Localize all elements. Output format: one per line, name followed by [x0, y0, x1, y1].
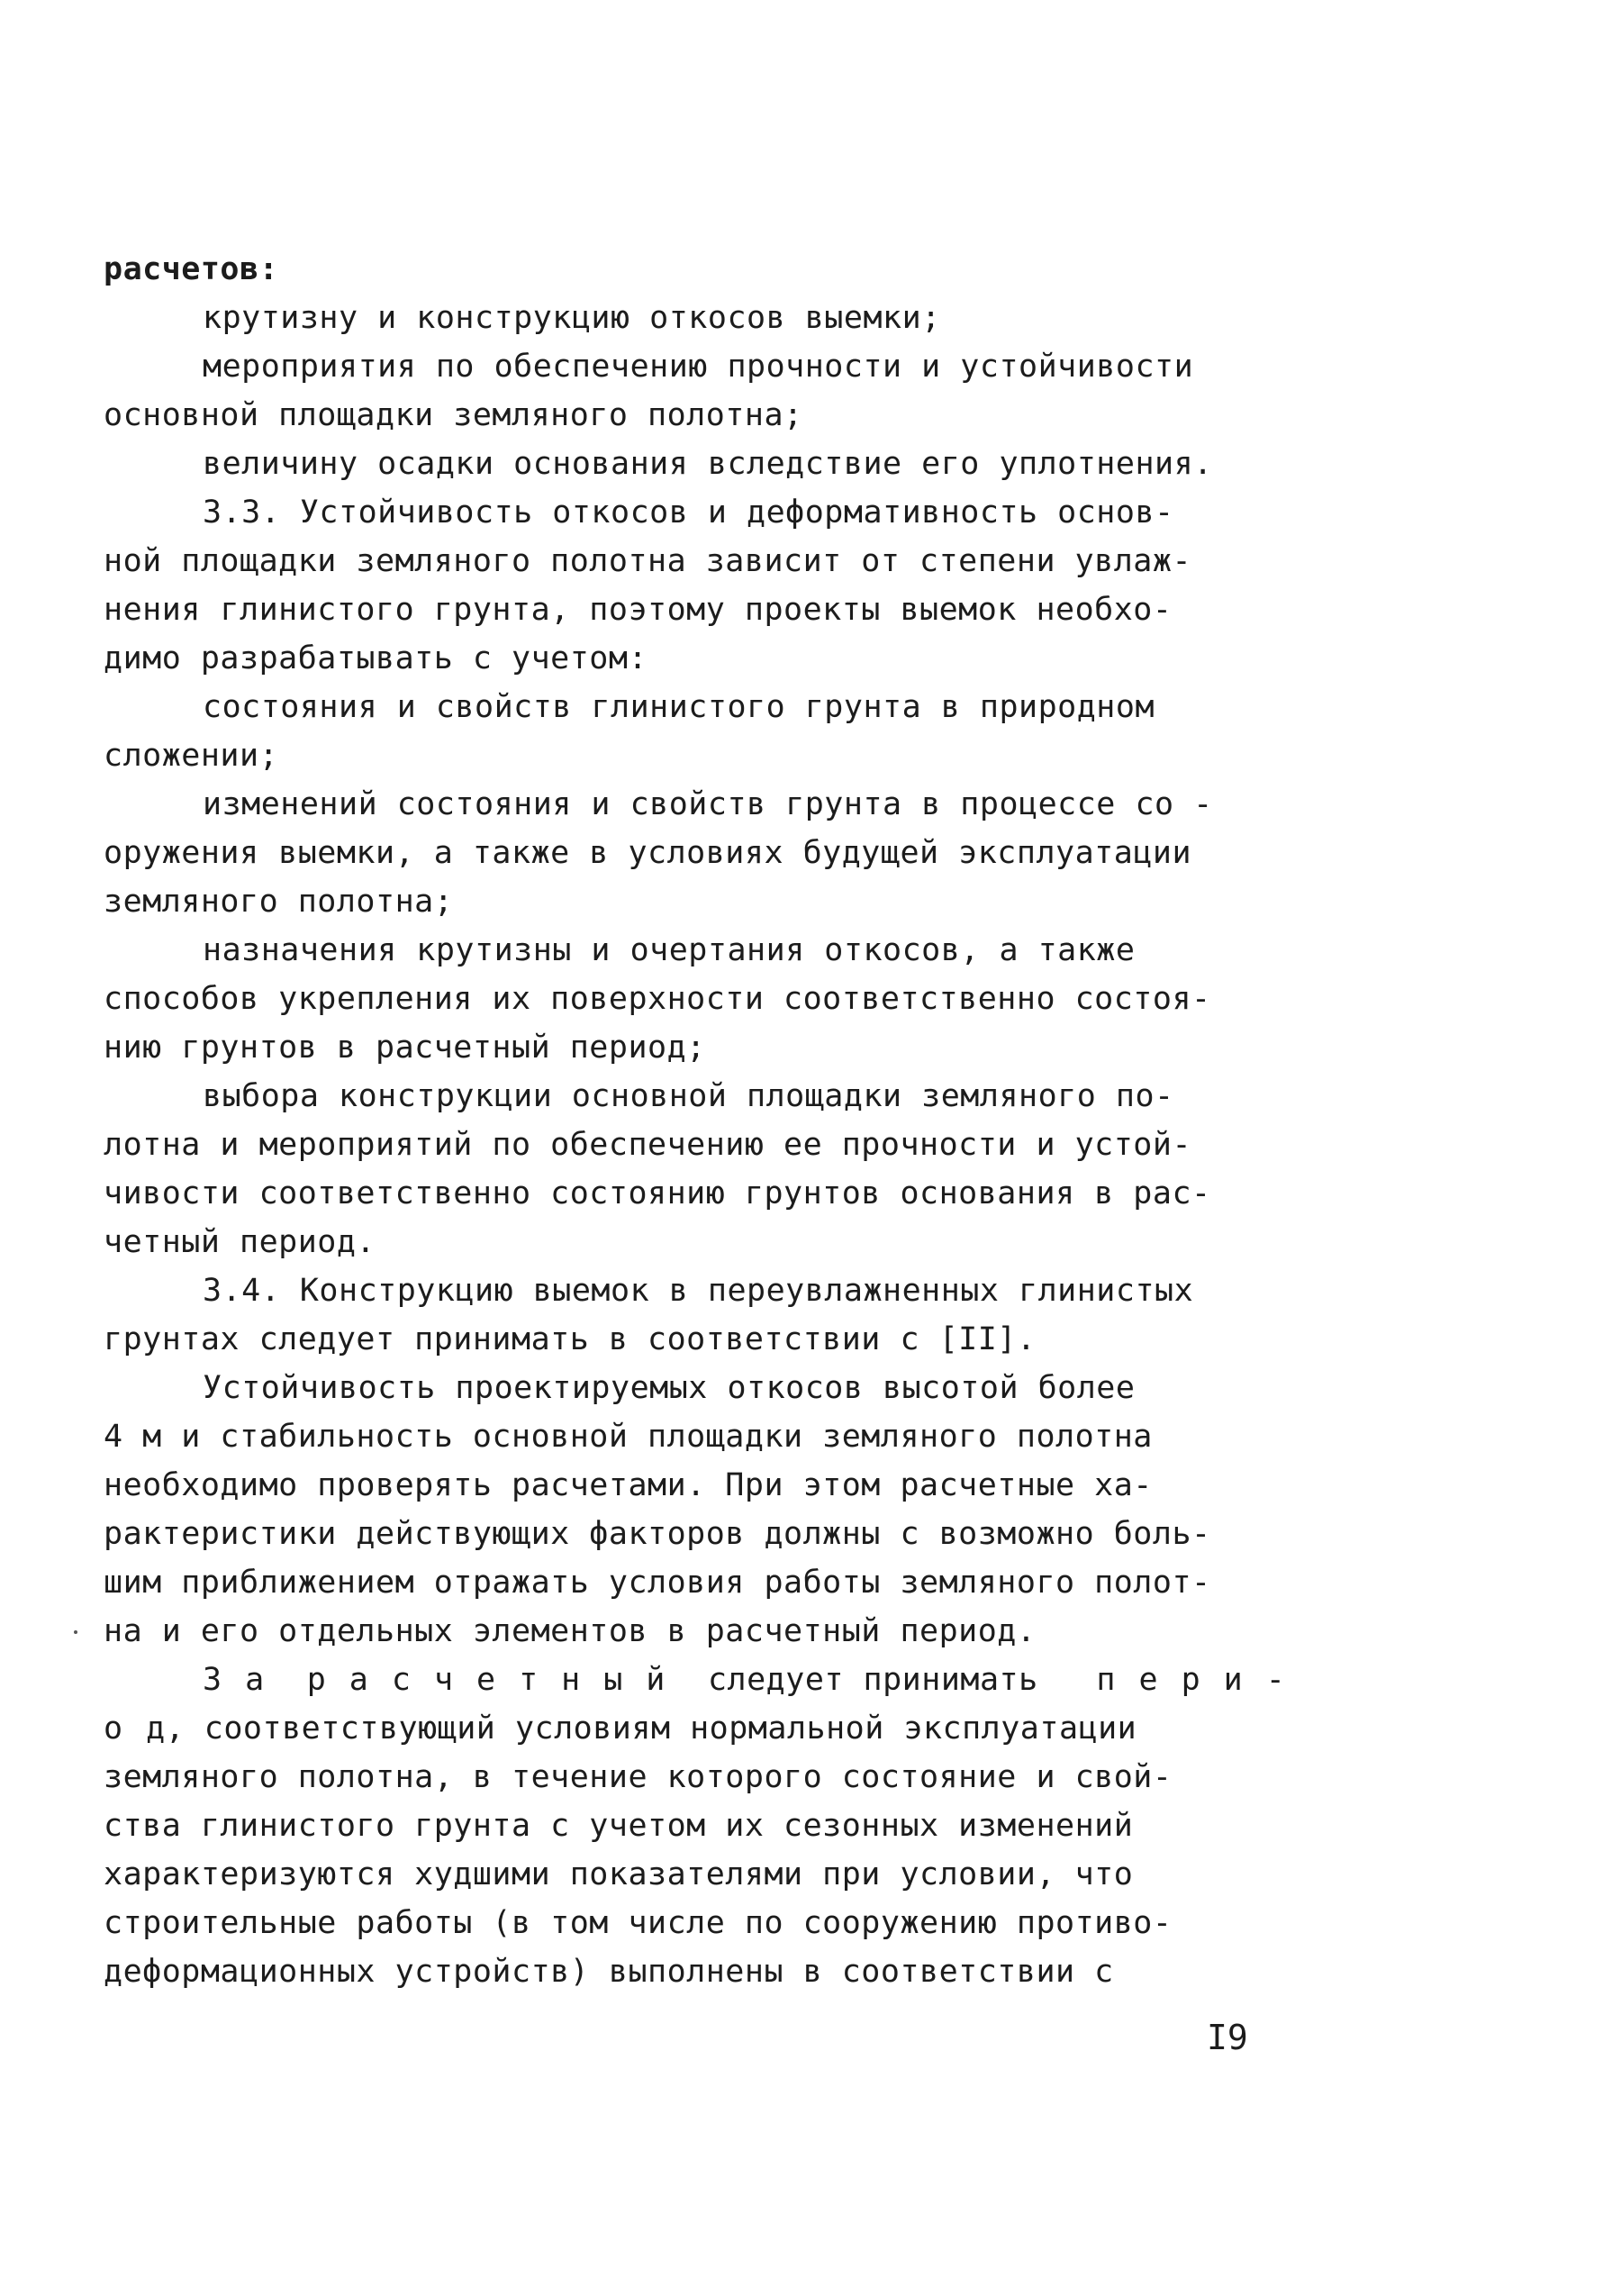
body-text	[104, 245, 1309, 1996]
text-line: изменений состояния и свойств грунта в процессе со -	[203, 786, 1213, 822]
spaced-word-o: о	[104, 1711, 147, 1747]
page-number: I9	[1207, 2018, 1248, 2057]
text-line: сложении;	[104, 738, 279, 774]
text-line: расчетов:	[104, 251, 279, 287]
text-line: нию грунтов в расчетный период;	[104, 1030, 706, 1066]
text-line: необходимо проверять расчетами. При этом расчетные ха-	[104, 1467, 1153, 1503]
text-line: выбора конструкции основной площадки земляного по-	[203, 1078, 1174, 1114]
text-line-spaced	[104, 1656, 1309, 1704]
text-line: рактеристики действующих факторов должны с возможно боль-	[104, 1516, 1211, 1552]
text-line: димо разрабатывать с учетом:	[104, 640, 648, 676]
text-line: способов укрепления их поверхности соответственно состоя-	[104, 981, 1211, 1017]
text-line: 3.3. Устойчивость откосов и деформативность основ-	[203, 495, 1174, 531]
text-line: земляного полотна, в течение которого состояние и свой-	[104, 1759, 1173, 1795]
text-line-spaced	[104, 1704, 1265, 1753]
spaced-word-za: За	[203, 1662, 288, 1698]
text-line: назначения крутизны и очертания откосов, а также	[203, 932, 1136, 968]
text-line: состояния и свойств глинистого грунта в природном	[203, 689, 1155, 725]
text-line: на и его отдельных элементов в расчетный период.	[104, 1613, 1037, 1649]
text-line: лотна и мероприятий по обеспечению ее прочности и устой-	[104, 1127, 1192, 1163]
text-line: нения глинистого грунта, поэтому проекты выемок необхо-	[104, 592, 1173, 628]
text-segment: д, соответствующий условиям нормальной эксплуатации	[146, 1711, 1137, 1747]
text-line: Устойчивость проектируемых откосов высотой более	[203, 1370, 1136, 1406]
text-line: величину осадки основания вследствие его уплотнения.	[203, 446, 1213, 482]
text-line: четный период.	[104, 1224, 376, 1260]
text-line: основной площадки земляного полотна;	[104, 397, 803, 433]
scan-speck	[74, 1630, 77, 1634]
text-segment: следует принимать	[707, 1662, 1038, 1698]
text-line: 3.4. Конструкцию выемок в переувлажненных глинистых	[203, 1273, 1194, 1309]
text-line: характеризуются худшими показателями при условии, что	[104, 1856, 1134, 1892]
text-line: 4 м и стабильность основной площадки земляного полотна	[104, 1419, 1153, 1455]
text-line: мероприятия по обеспечению прочности и устойчивости	[203, 349, 1194, 385]
text-line: чивости соответственно состоянию грунтов основания в рас-	[104, 1175, 1211, 1212]
text-line: земляного полотна;	[104, 884, 454, 920]
text-line: оружения выемки, а также в условиях будущей эксплуатации	[104, 835, 1192, 871]
text-line: строительные работы (в том числе по сооружению противо-	[104, 1905, 1173, 1941]
spaced-word-period: пери-	[1096, 1662, 1309, 1698]
text-line: ства глинистого грунта с учетом их сезонных изменений	[104, 1808, 1134, 1844]
text-line: грунтах следует принимать в соответствии с [II].	[104, 1321, 1037, 1357]
text-line: шим приближением отражать условия работы земляного полот-	[104, 1565, 1211, 1601]
text-line: деформационных устройств) выполнены в соответствии с	[104, 1954, 1114, 1990]
spaced-word-raschetny: расчетный	[306, 1662, 689, 1698]
text-line: ной площадки земляного полотна зависит от степени увлаж-	[104, 543, 1192, 579]
text-line: крутизну и конструкцию откосов выемки;	[203, 300, 941, 336]
